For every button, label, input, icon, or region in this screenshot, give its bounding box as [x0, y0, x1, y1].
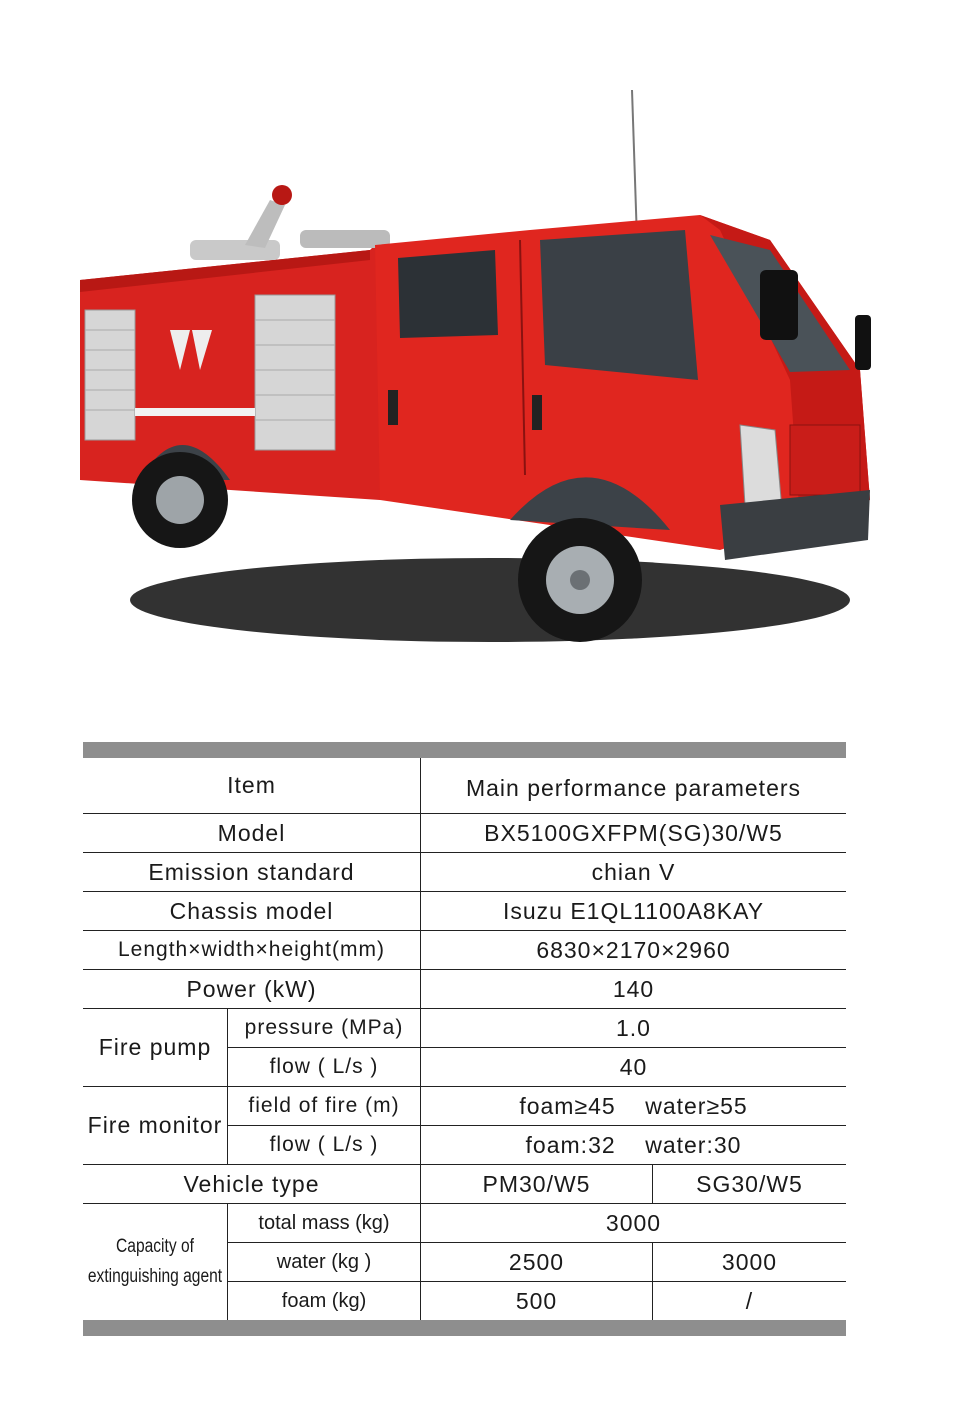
monitor-field-label: field of fire (m) [248, 1094, 400, 1117]
foam-label: foam (kg) [281, 1289, 367, 1312]
power-label: Power (kW) [186, 975, 317, 1002]
capacity-label-line2: extinguishing agent [87, 1266, 223, 1287]
emission-value: chian V [591, 858, 676, 885]
power-value: 140 [612, 975, 655, 1002]
spec-grid [83, 758, 846, 1320]
capacity-label-line1: Capacity of [116, 1236, 194, 1257]
monitor-flow-label: flow ( L/s ) [269, 1133, 379, 1156]
pump-pressure-value: 1.0 [616, 1014, 651, 1041]
vehicle-type-pm: PM30/W5 [482, 1170, 591, 1197]
water-label: water (kg ) [276, 1250, 372, 1273]
water-sg: 3000 [721, 1248, 778, 1275]
header-params: Main performance parameters [465, 774, 802, 801]
pump-pressure-label: pressure (MPa) [244, 1016, 404, 1039]
foam-sg: / [745, 1287, 754, 1314]
fire-truck-image [70, 80, 890, 680]
vehicle-type-sg: SG30/W5 [696, 1170, 803, 1197]
vehicle-type-label: Vehicle type [183, 1170, 320, 1197]
header-item: Item [227, 772, 276, 798]
dimensions-label: Length×width×height(mm) [118, 938, 385, 961]
monitor-field-value: foam≥45 water≥55 [519, 1092, 748, 1119]
spec-table [83, 742, 846, 1336]
monitor-flow-value: foam:32 water:30 [525, 1131, 742, 1158]
chassis-label: Chassis model [169, 897, 334, 924]
capacity-label [87, 1204, 223, 1320]
total-mass-label: total mass (kg) [258, 1211, 390, 1234]
table-bottom-bar [83, 1320, 846, 1336]
chassis-value: Isuzu E1QL1100A8KAY [502, 897, 765, 924]
fire-pump-label: Fire pump [98, 1034, 212, 1060]
pump-flow-value: 40 [619, 1053, 648, 1080]
foam-pm: 500 [515, 1287, 558, 1314]
table-top-bar [83, 742, 846, 758]
total-mass-value: 3000 [605, 1209, 662, 1236]
water-pm: 2500 [508, 1248, 565, 1275]
model-value: BX5100GXFPM(SG)30/W5 [484, 819, 783, 846]
pump-flow-label: flow ( L/s ) [269, 1055, 379, 1078]
fire-monitor-label: Fire monitor [87, 1112, 223, 1138]
model-label: Model [217, 819, 286, 846]
emission-label: Emission standard [148, 858, 355, 885]
dimensions-value: 6830×2170×2960 [536, 936, 731, 963]
